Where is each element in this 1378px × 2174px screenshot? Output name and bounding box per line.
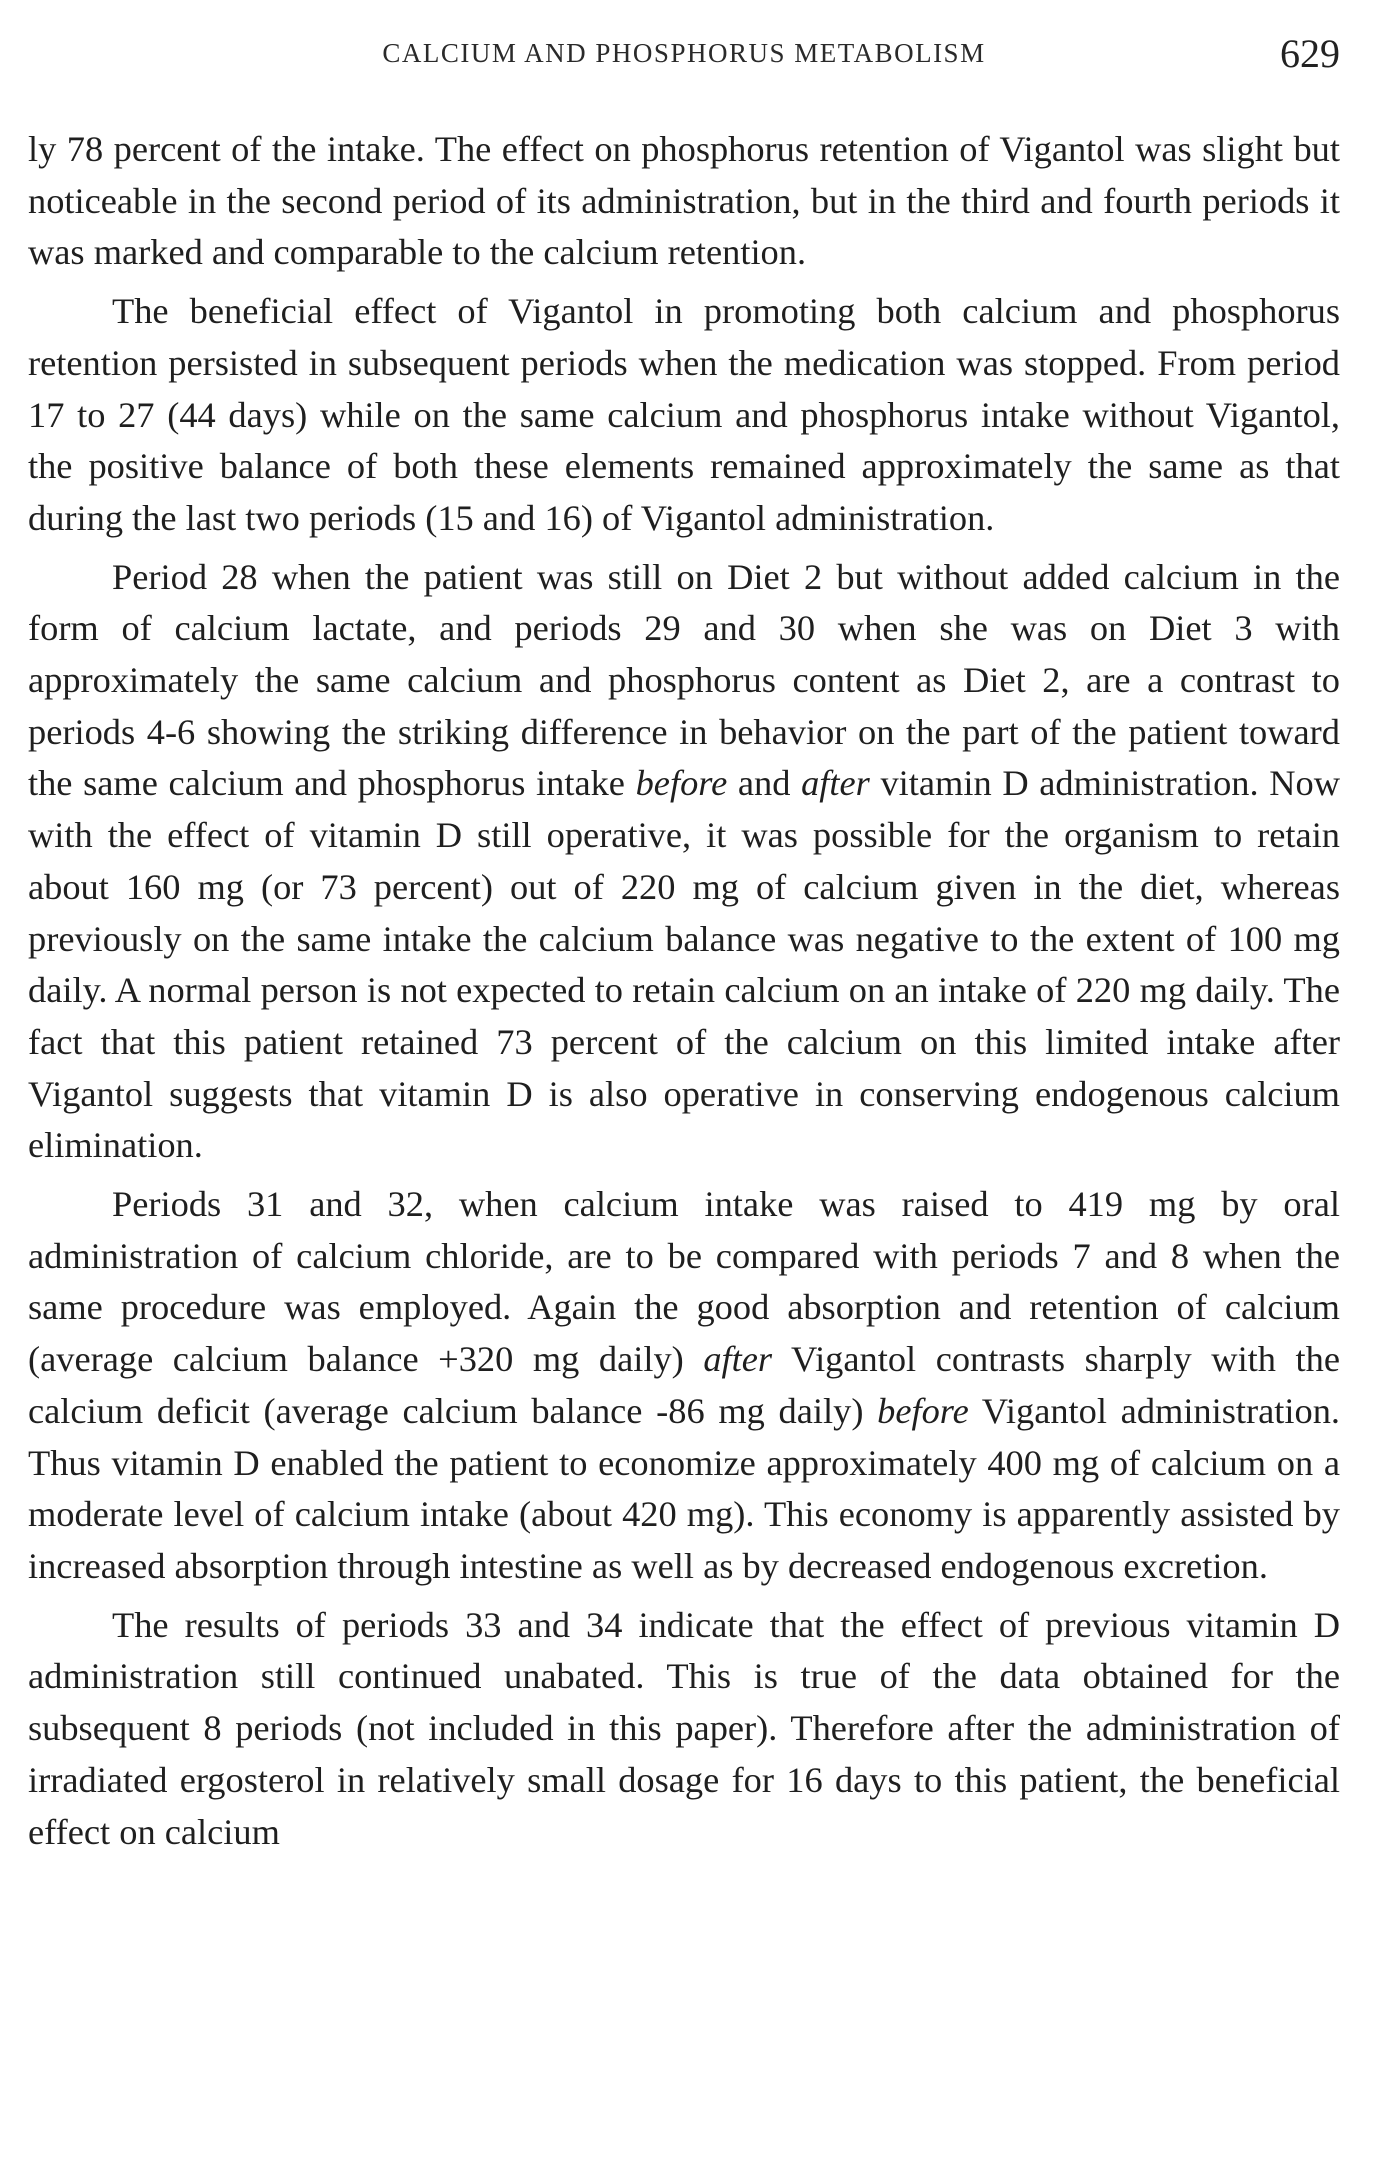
running-title: CALCIUM AND PHOSPHORUS METABOLISM: [382, 38, 986, 68]
paragraph-text: The results of periods 33 and 34 indicate that the effect of previous vitamin D administration still continued unabated. This is true of the data obtained for the subsequent 8 periods (not included in this paper). Therefore after the administration of irradiated ergosterol in relatively small dosage for 16 days to this patient, the beneficial effect on calcium: [28, 1604, 1340, 1852]
paragraph: [28, 1179, 1340, 1593]
running-header: [28, 30, 1340, 80]
paragraph-text: Periods 31 and 32, when calcium intake was raised to 419 mg by oral administration of calcium chloride, are to be compared with periods 7 and 8 when the same procedure was employed. Again the good absorption and retention of calcium (average calcium balance +320 mg daily): [28, 1184, 1340, 1380]
paragraph-text: Period 28 when the patient was still on Diet 2 but without added calcium in the form of calcium lactate, and periods 29 and 30 when she was on Diet 3 with approximately the same calcium and phosphorus content as Diet 2, are a contrast to periods 4-6 showing the striking difference in behavior on the part of the patient toward the same calcium and phosphorus intake: [28, 556, 1340, 804]
italic-term: before: [877, 1390, 969, 1431]
paragraph: [28, 1600, 1340, 1859]
page-number: 629: [1280, 31, 1340, 76]
italic-term: before: [635, 763, 728, 804]
paragraph-continuation: [28, 124, 1340, 279]
italic-term: after: [703, 1339, 773, 1380]
paragraph: [28, 286, 1340, 545]
body-text: [28, 124, 1340, 1865]
paragraph: [28, 552, 1340, 1172]
paragraph-text: ly 78 percent of the intake. The effect on phosphorus retention of Vigantol was slight but noticeable in the second period of its administration, but in the third and fourth periods it was marked and comparable to the calcium retention.: [28, 129, 1340, 273]
paragraph-text: vitamin D administration. Now with the effect of vitamin D still operative, it was possible for the organism to retain about 160 mg (or 73 percent) out of 220 mg of calcium given in the diet, whereas previously on the same intake the calcium balance was negative to the extent of 100 mg daily. A normal person is not expected to retain calcium on an intake of 220 mg daily. The fact that this patient retained 73 percent of the calcium on this limited intake after Vigantol suggests that vitamin D is also operative in conserving endogenous calcium elimination.: [28, 763, 1340, 1166]
italic-term: after: [801, 763, 870, 804]
paragraph-text: and: [727, 763, 802, 804]
paragraph-text: The beneficial effect of Vigantol in promoting both calcium and phosphorus retention persisted in subsequent periods when the medication was stopped. From period 17 to 27 (44 days) while on the same calcium and phosphorus intake without Vigantol, the positive balance of both these elements remained approximately the same as that during the last two periods (15 and 16) of Vigantol administration.: [28, 291, 1340, 538]
paragraph-text: Vigantol contrasts sharply with the calcium deficit (average calcium balance -86 mg daily): [28, 1339, 1340, 1431]
paragraph-text: Vigantol administration. Thus vitamin D enabled the patient to economize approximately 400 mg of calcium on a moderate level of calcium intake (about 420 mg). This economy is apparently assisted by increased absorption through intestine as well as by decreased endogenous excretion.: [28, 1390, 1340, 1586]
